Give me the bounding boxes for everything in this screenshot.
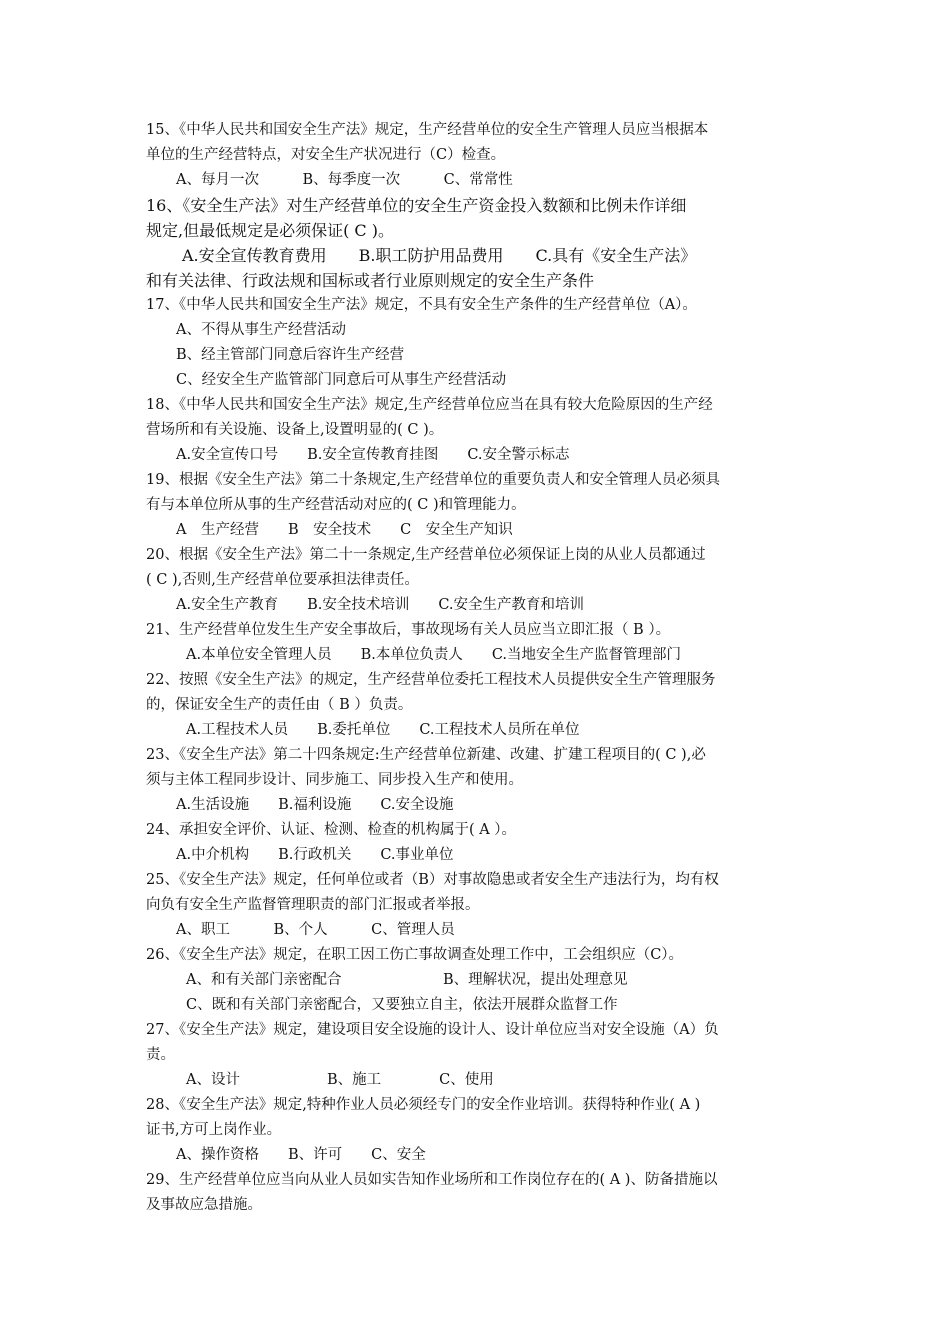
- question-text-line: 须与主体工程同步设计、同步施工、同步投入生产和使用。: [146, 772, 523, 788]
- answer-options-line: B、经主管部门同意后容许生产经营: [176, 347, 405, 363]
- answer-options-line: A.工程技术人员 B.委托单位 C.工程技术人员所在单位: [186, 722, 580, 738]
- answer-options-line: A、每月一次 B、每季度一次 C、常常性: [176, 172, 513, 188]
- answer-options-line: C、既和有关部门亲密配合，又要独立自主，依法开展群众监督工作: [186, 997, 618, 1013]
- answer-options-line: A.安全宣传教育费用 B.职工防护用品费用 C.具有《安全生产法》: [182, 246, 697, 265]
- question-text-line: 16、《安全生产法》对生产经营单位的安全生产资金投入数额和比例未作详细: [146, 196, 687, 215]
- answer-options-line: A、职工 B、个人 C、管理人员: [176, 922, 455, 938]
- question-text-line: 20、根据《安全生产法》第二十一条规定,生产经营单位必须保证上岗的从业人员都通过: [146, 547, 706, 563]
- question-text-line: 26、《安全生产法》规定，在职工因工伤亡事故调查处理工作中，工会组织应（C）。: [146, 947, 684, 963]
- answer-options-line: A、和有关部门亲密配合 B、理解状况，提出处理意见: [186, 972, 628, 988]
- answer-options-line: C、经安全生产监管部门同意后可从事生产经营活动: [176, 372, 507, 388]
- question-text-line: ( C ),否则,生产经营单位要承担法律责任。: [146, 572, 419, 588]
- answer-options-line: A、操作资格 B、许可 C、安全: [176, 1147, 426, 1163]
- question-text-line: 19、根据《安全生产法》第二十条规定,生产经营单位的重要负责人和安全管理人员必须具: [146, 472, 721, 488]
- answer-options-line: A.安全生产教育 B.安全技术培训 C.安全生产教育和培训: [176, 597, 585, 613]
- question-text-line: 营场所和有关设施、设备上,设置明显的( C )。: [146, 422, 444, 438]
- answer-options-line: A 生产经营 B 安全技术 C 安全生产知识: [176, 522, 513, 538]
- question-text-line: 的，保证安全生产的责任由（ B ）负责。: [146, 697, 413, 713]
- question-text-line: 24、承担安全评价、认证、检测、检查的机构属于( A ）。: [146, 822, 517, 838]
- question-text-line: 证书,方可上岗作业。: [146, 1122, 282, 1138]
- question-text-line: 单位的生产经营特点，对安全生产状况进行（C）检查。: [146, 147, 506, 163]
- answer-options-line: A、不得从事生产经营活动: [176, 322, 346, 338]
- question-text-line: 向负有安全生产监督管理职责的部门汇报或者举报。: [146, 897, 480, 913]
- question-text-line: 25、《安全生产法》规定，任何单位或者（B）对事故隐患或者安全生产违法行为，均有权: [146, 872, 719, 888]
- question-text-line: 21、生产经营单位发生生产安全事故后，事故现场有关人员应当立即汇报（ B ）。: [146, 622, 671, 638]
- question-text-line: 有与本单位所从事的生产经营活动对应的( C )和管理能力。: [146, 497, 526, 513]
- question-text-line: 18、《中华人民共和国安全生产法》规定,生产经营单位应当在具有较大危险原因的生产经: [146, 397, 713, 413]
- question-text-line: 28、《安全生产法》规定,特种作业人员必须经专门的安全作业培训。获得特种作业( A ): [146, 1097, 701, 1113]
- question-text-line: 和有关法律、行政法规和国标或者行业原则规定的安全生产条件: [146, 271, 595, 290]
- question-text-line: 规定,但最低规定是必须保证( C )。: [146, 221, 394, 240]
- question-text-line: 责。: [146, 1047, 175, 1063]
- question-text-line: 15、《中华人民共和国安全生产法》规定，生产经营单位的安全生产管理人员应当根据本: [146, 122, 709, 138]
- document-body: [146, 118, 810, 1218]
- question-text-line: 29、生产经营单位应当向从业人员如实告知作业场所和工作岗位存在的( A )、防备措施以: [146, 1172, 718, 1188]
- answer-options-line: A.安全宣传口号 B.安全宣传教育挂图 C.安全警示标志: [176, 447, 570, 463]
- answer-options-line: A.中介机构 B.行政机关 C.事业单位: [176, 847, 454, 863]
- question-text-line: 27、《安全生产法》规定，建设项目安全设施的设计人、设计单位应当对安全设施（A）负: [146, 1022, 719, 1038]
- question-text-line: 23、《安全生产法》第二十四条规定:生产经营单位新建、改建、扩建工程项目的( C ),必: [146, 747, 706, 763]
- question-text-line: 17、《中华人民共和国安全生产法》规定，不具有安全生产条件的生产经营单位（A）。: [146, 297, 697, 313]
- answer-options-line: A.本单位安全管理人员 B.本单位负责人 C.当地安全生产监督管理部门: [186, 647, 682, 663]
- answer-options-line: A、设计 B、施工 C、使用: [186, 1072, 494, 1088]
- answer-options-line: A.生活设施 B.福利设施 C.安全设施: [176, 797, 454, 813]
- question-text-line: 22、按照《安全生产法》的规定，生产经营单位委托工程技术人员提供安全生产管理服务: [146, 672, 716, 688]
- question-text-line: 及事故应急措施。: [146, 1197, 262, 1213]
